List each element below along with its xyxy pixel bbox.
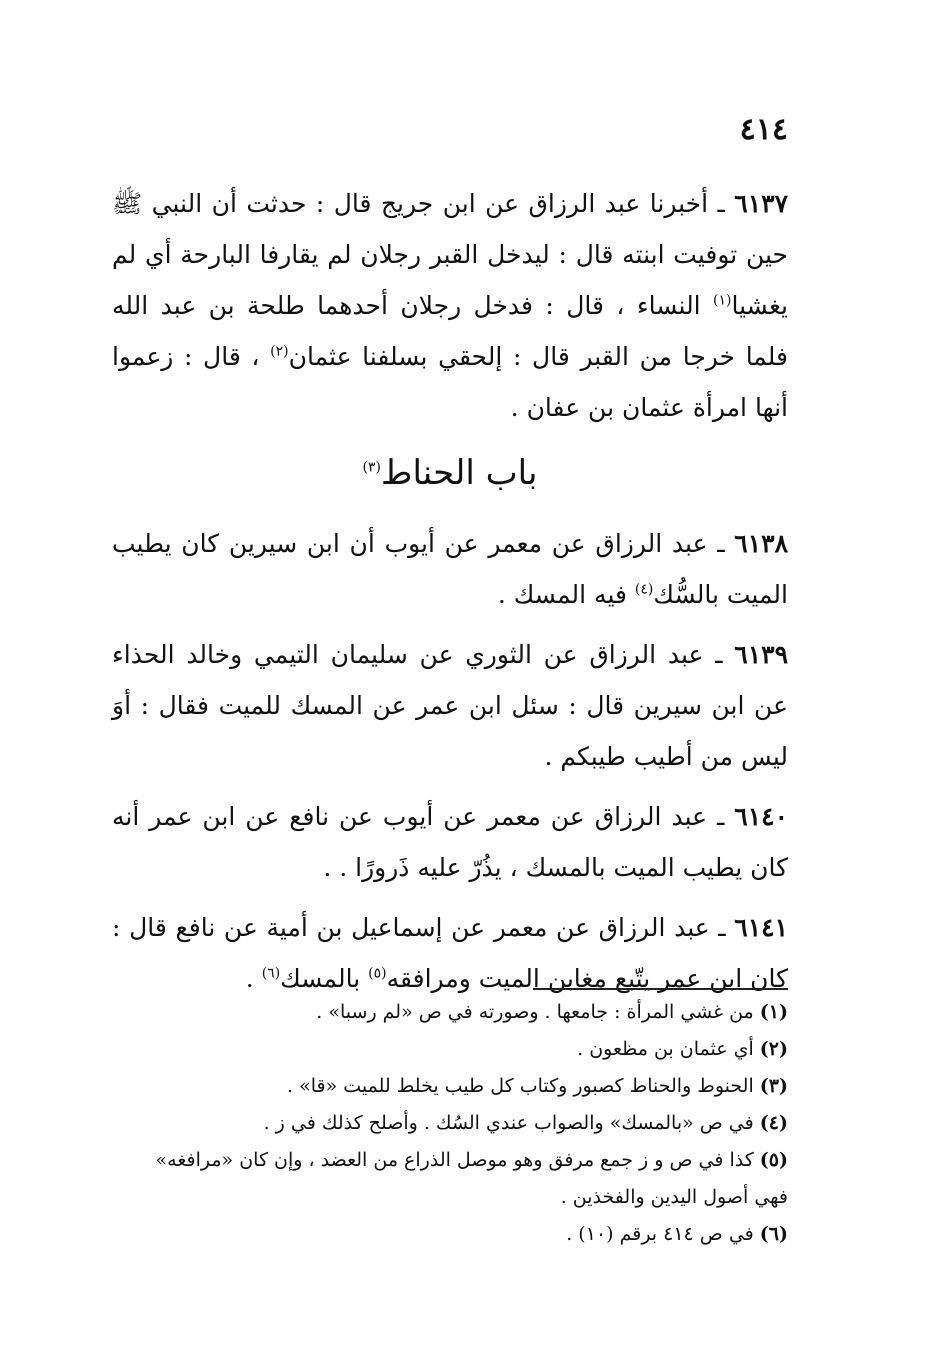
section-title: باب الحناط	[381, 453, 538, 493]
footnote-ref[interactable]: (٦)	[261, 965, 281, 982]
hadith-text: ـ عبد الرزاق عن معمر عن أيوب عن نافع عن ابن عمر أنه كان يطيب الميت بالمسك ، يذُرّ عليه ذَرورًا . .	[112, 802, 788, 882]
footnotes	[112, 994, 788, 1253]
footnote-text: من غشي المرأة : جامعها . وصورته في ص «لم رسبا» .	[316, 1001, 760, 1023]
section-heading	[112, 448, 788, 498]
hadith-paragraph	[112, 629, 788, 782]
page-number: ٤١٤	[739, 112, 788, 147]
hadith-text: بالمسك	[280, 964, 369, 993]
footnote-continuation: فهي أصول اليدين والفخذين .	[560, 1186, 788, 1208]
footnote-ref[interactable]: (١)	[713, 292, 732, 309]
hadith-block-top	[112, 178, 788, 433]
footnote-ref[interactable]: (٤)	[634, 581, 654, 598]
footnote	[112, 1105, 788, 1142]
hadith-number: ٦١٤١	[734, 913, 788, 942]
hadith-paragraph	[112, 518, 788, 620]
hadith-text: ـ أخبرنا عبد الرزاق عن ابن جريج قال : حدثت أن النبي ﷺ حين توفيت ابنته قال : ليدخل القبر رجلان لم يقارفا البارحة أي لم يغشيا	[112, 189, 788, 320]
footnote-text: كذا في ص و ز جمع مرفق وهو موصل الذراع من العضد ، وإن كان «مرافغه»	[155, 1149, 760, 1171]
hadith-number: ٦١٣٨	[734, 529, 788, 558]
footnote-ref[interactable]: (٣)	[362, 459, 381, 476]
footnote-ref[interactable]: (٢)	[270, 343, 289, 360]
hadith-paragraph	[112, 178, 788, 433]
hadith-block-bottom	[112, 518, 788, 1004]
hadith-number: ٦١٣٧	[734, 189, 788, 218]
footnote-number: (٣)	[759, 1075, 788, 1097]
footnote	[112, 1031, 788, 1068]
footnote	[112, 994, 788, 1031]
hadith-text: فيه المسك .	[497, 580, 635, 609]
footnote	[112, 1216, 788, 1253]
hadith-text: ، قال : زعموا أنها امرأة عثمان بن عفان .	[112, 342, 788, 422]
footnote-number: (٤)	[759, 1112, 788, 1134]
hadith-text: ـ عبد الرزاق عن معمر عن أيوب أن ابن سيرين كان يطيب الميت بالسُّك	[112, 529, 788, 609]
hadith-text: النساء ، قال : فدخل رجلان أحدهما طلحة بن عبد الله فلما خرجا من القبر قال : إلحقي بسلفنا عثمان	[112, 291, 788, 371]
footnote-divider	[533, 988, 788, 990]
hadith-paragraph	[112, 791, 788, 893]
footnote-number: (٥)	[759, 1149, 788, 1171]
footnote-text: في ص «بالمسك» والصواب عندي السُك . وأصلح كذلك في ز .	[263, 1112, 760, 1134]
footnote-text: في ص ٤١٤ برقم (١٠) .	[566, 1223, 760, 1245]
hadith-text: .	[245, 964, 262, 993]
hadith-number: ٦١٣٩	[734, 640, 788, 669]
footnote-number: (١)	[759, 1001, 788, 1023]
footnote-text: أي عثمان بن مظعون .	[577, 1038, 760, 1060]
footnote	[112, 1142, 788, 1179]
footnote-number: (٢)	[759, 1038, 788, 1060]
footnote-ref[interactable]: (٥)	[368, 965, 387, 982]
footnote-text: الحنوط والحناط كصبور وكتاب كل طيب يخلط للميت «قا» .	[287, 1075, 760, 1097]
hadith-text: ـ عبد الرزاق عن الثوري عن سليمان التيمي وخالد الحذاء عن ابن سيرين قال : سئل ابن عمر عن المسك للميت فقال : أوَ ليس من أطيب طيبكم .	[112, 640, 788, 771]
footnote	[112, 1068, 788, 1105]
footnote-number: (٦)	[759, 1223, 788, 1245]
hadith-text: ـ عبد الرزاق عن معمر عن إسماعيل بن أمية عن نافع قال : كان ابن عمر يتّبع مغابن الميت ومرافقه	[112, 913, 788, 993]
hadith-number: ٦١٤٠	[734, 802, 788, 831]
